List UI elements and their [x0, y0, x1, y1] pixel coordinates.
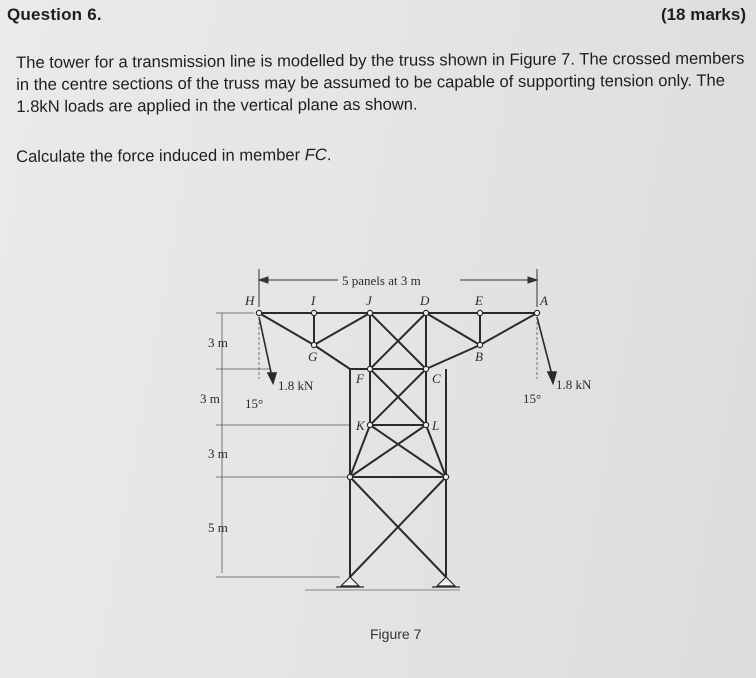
joint-label-D: D [420, 293, 430, 308]
load-left-label: 1.8 kN [278, 378, 314, 393]
joint-label-B: B [475, 349, 483, 364]
question-title: Question 6. [7, 5, 102, 24]
dim-3m-2: 3 m [200, 391, 220, 406]
task-end: . [326, 145, 332, 165]
question-marks: (18 marks) [660, 5, 746, 24]
joint-label-E: E [475, 293, 483, 308]
joint-label-K: K [356, 418, 365, 433]
vertical-dimension-lines [216, 313, 350, 577]
problem-task [16, 142, 746, 168]
joint-label-I: I [311, 293, 316, 308]
joint-label-G: G [308, 349, 318, 364]
figure-caption: Figure 7 [370, 626, 422, 642]
member-name: FC [304, 145, 327, 165]
truss-figure [190, 265, 630, 605]
angle-right-label: 15° [523, 391, 542, 406]
dim-3m-1: 3 m [208, 335, 228, 350]
joint-label-A: A [540, 293, 548, 308]
joint-label-F: F [356, 371, 364, 386]
task-text: Calculate the force induced in member [16, 145, 305, 166]
angle-left-label: 15° [245, 396, 264, 411]
joint-label-C: C [432, 371, 441, 386]
truss-members [259, 313, 537, 577]
joint-label-L: L [432, 418, 440, 433]
load-right-label: 1.8 kN [556, 377, 592, 392]
pin-supports [305, 577, 460, 590]
dim-5m: 5 m [208, 520, 228, 535]
joint-label-J: J [366, 293, 372, 308]
problem-statement: The tower for a transmission line is modelled by the truss shown in Figure 7. The crossed members in the centre sections of the truss may be assumed to be capable of supporting tension only. The 1.8kN loads are applied in the vertical plane as shown. [16, 48, 745, 116]
dim-3m-3: 3 m [208, 446, 228, 461]
top-dimension-label: 5 panels at 3 m [342, 273, 421, 288]
joint-label-H: H [245, 293, 255, 308]
